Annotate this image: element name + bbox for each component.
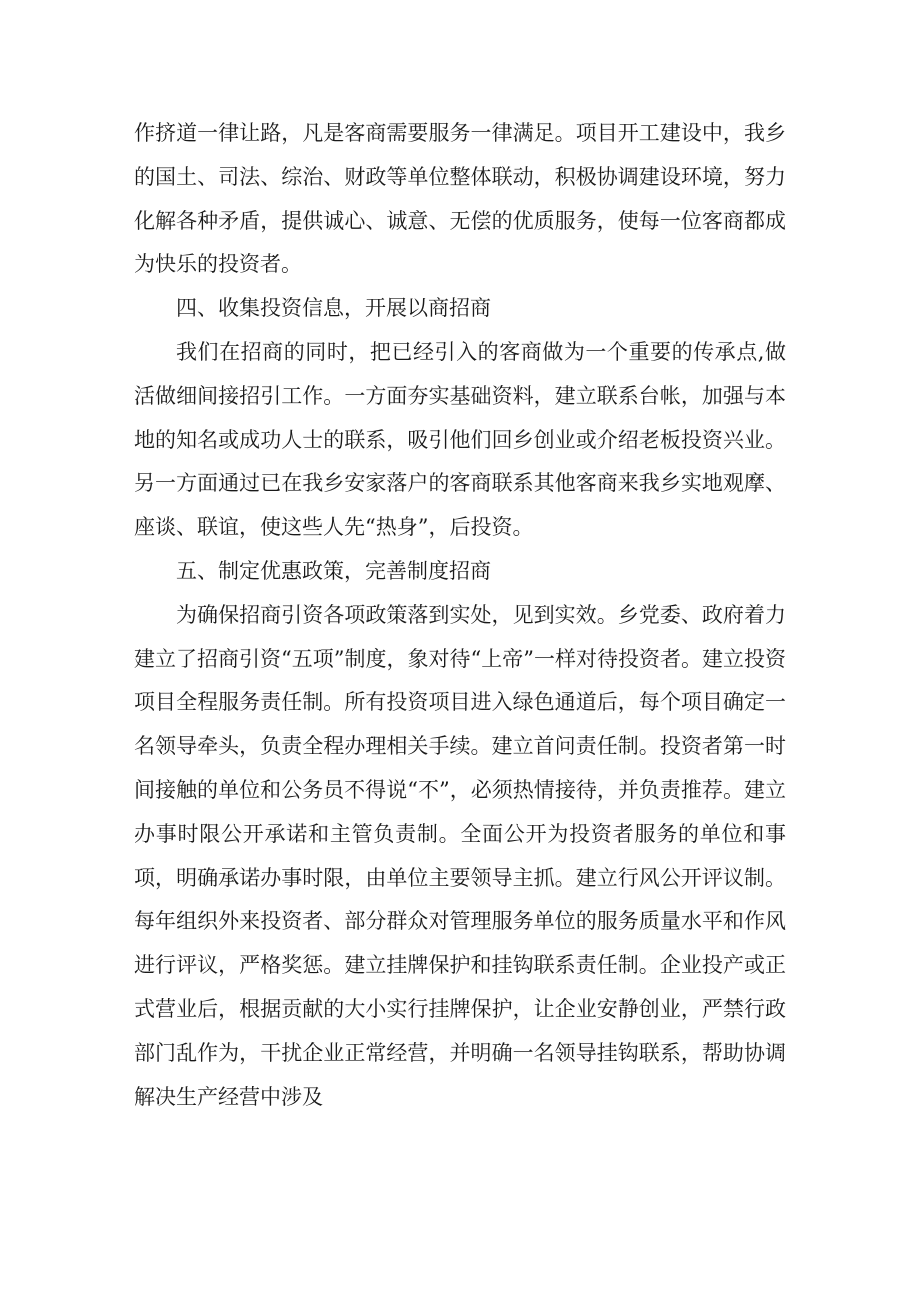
section-heading-5: 五、制定优惠政策，完善制度招商 <box>176 558 491 583</box>
document-body <box>134 112 786 1119</box>
paragraph-investment-info: 我们在招商的同时，把已经引入的客商做为一个重要的传承点,做活做细间接招引工作。一方面夯实基础资料，建立联系台帐，加强与本地的知名或成功人士的联系，吸引他们回乡创业或介绍老板投资兴业。另一方面通过已在我乡安家落户的客商联系其他客商来我乡实地观摩、座谈、联谊，使这些人先“热身”，后投资。 <box>134 339 786 540</box>
paragraph-preferential-policy: 为确保招商引资各项政策落到实处，见到实效。乡党委、政府着力建立了招商引资“五项”制度，象对待“上帝”一样对待投资者。建立投资项目全程服务责任制。所有投资项目进入绿色通道后，每个项目确定一名领导牵头，负责全程办理相关手续。建立首问责任制。投资者第一时间接触的单位和公务员不得说“不”，必须热情接待，并负责推荐。建立办事时限公开承诺和主管负责制。全面公开为投资者服务的单位和事项，明确承诺办事时限，由单位主要领导主抓。建立行风公开评议制。每年组织外来投资者、部分群众对管理服务单位的服务质量水平和作风进行评议，严格奖惩。建立挂牌保护和挂钩联系责任制。企业投产或正式营业后，根据贡献的大小实行挂牌保护，让企业安静创业，严禁行政部门乱作为，干扰企业正常经营，并明确一名领导挂钩联系，帮助协调解决生产经营中涉及 <box>134 602 786 1109</box>
paragraph-continuation: 作挤道一律让路，凡是客商需要服务一律满足。项目开工建设中，我乡的国土、司法、综治、财政等单位整体联动，积极协调建设环境，努力化解各种矛盾，提供诚心、诚意、无偿的优质服务，使每一位客商都成为快乐的投资者。 <box>134 121 786 277</box>
section-heading-4: 四、收集投资信息，开展以商招商 <box>176 296 491 321</box>
